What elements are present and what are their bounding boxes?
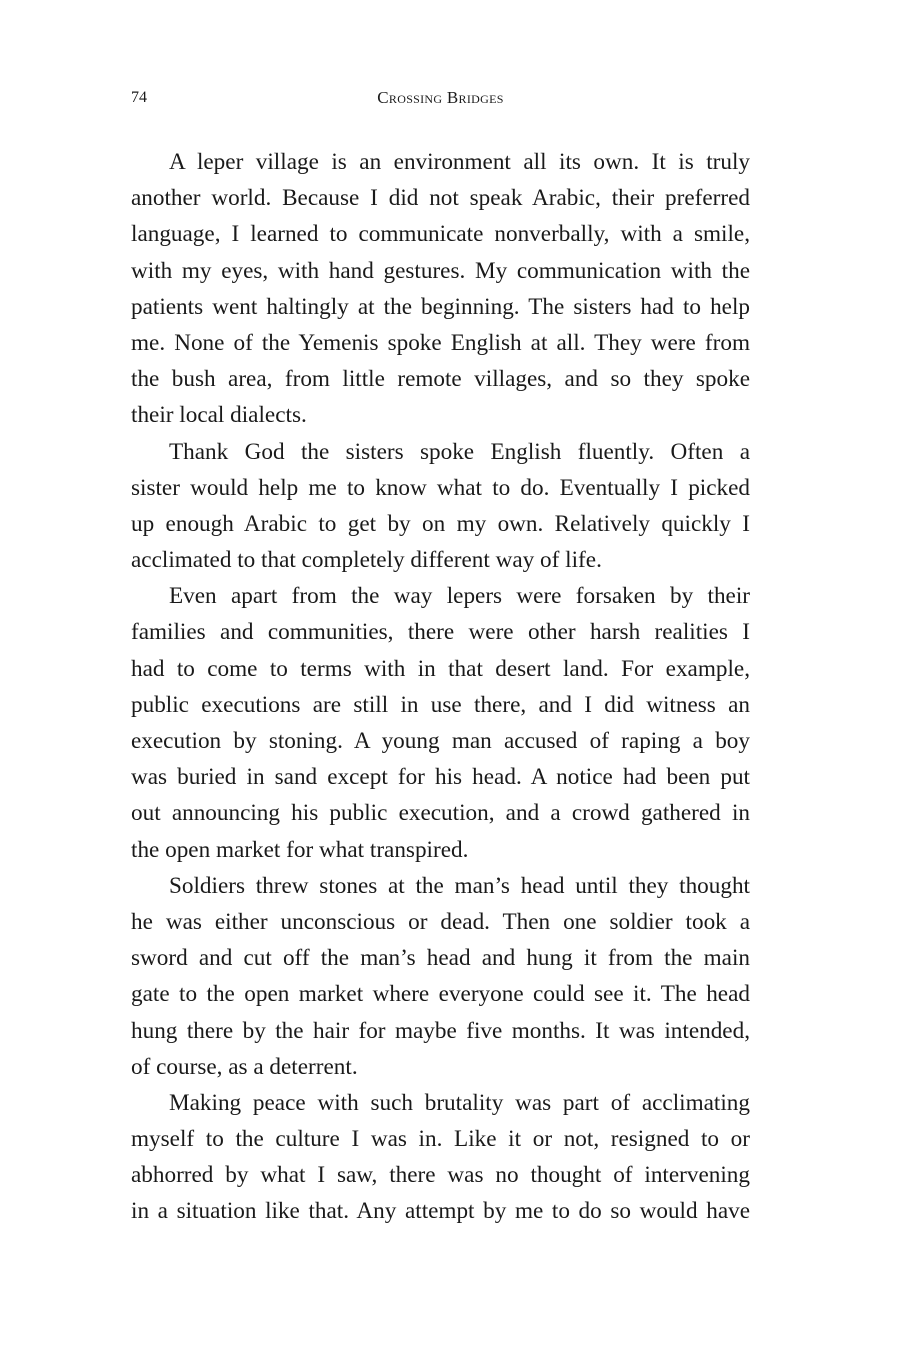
text-line: myself to the culture I was in. Like it or not, resigned to or [131, 1126, 750, 1153]
paragraph [131, 434, 750, 579]
text-line: gate to the open market where everyone could see it. The head [131, 981, 750, 1008]
text-line: of course, as a deterrent. [131, 1053, 358, 1080]
text-line: the bush area, from little remote villages, and so they spoke [131, 366, 750, 393]
text-line: out announcing his public execution, and a crowd gathered in [131, 800, 750, 827]
paragraph [131, 868, 750, 1085]
text-line: Soldiers threw stones at the man’s head until they thought [169, 872, 750, 899]
book-title: Crossing Bridges [377, 88, 504, 107]
text-line: hung there by the hair for maybe five months. It was intended, [131, 1017, 750, 1044]
text-line: the open market for what transpired. [131, 836, 469, 863]
text-line: another world. Because I did not speak Arabic, their preferred [131, 185, 750, 212]
text-line: their local dialects. [131, 402, 307, 429]
text-line: had to come to terms with in that desert land. For example, [131, 655, 750, 682]
text-line: families and communities, there were other harsh realities I [131, 619, 750, 646]
text-line: sword and cut off the man’s head and hung it from the main [131, 945, 750, 972]
text-line: with my eyes, with hand gestures. My communication with the [131, 257, 750, 284]
text-line: Making peace with such brutality was part of acclimating [169, 1089, 750, 1116]
text-line: public executions are still in use there, and I did witness an [131, 691, 750, 718]
running-head [131, 86, 750, 110]
text-line: he was either unconscious or dead. Then one soldier took a [131, 908, 750, 935]
text-line: in a situation like that. Any attempt by me to do so would have [131, 1198, 750, 1225]
text-line: me. None of the Yemenis spoke English at all. They were from [131, 329, 750, 356]
paragraph [131, 578, 750, 868]
text-line: Even apart from the way lepers were forsaken by their [169, 583, 750, 610]
text-line: abhorred by what I saw, there was no thought of intervening [131, 1162, 750, 1189]
text-line: acclimated to that completely different way of life. [131, 547, 602, 574]
text-line: was buried in sand except for his head. A notice had been put [131, 764, 750, 791]
paragraph [131, 144, 750, 434]
text-line: execution by stoning. A young man accused of raping a boy [131, 728, 750, 754]
page-number: 74 [131, 89, 147, 106]
text-line: patients went haltingly at the beginning. The sisters had to help [131, 293, 750, 320]
paragraph [131, 1085, 750, 1230]
text-line: Thank God the sisters spoke English fluently. Often a [169, 438, 750, 465]
text-line: sister would help me to know what to do. Eventually I picked [131, 474, 750, 501]
body-text [131, 144, 750, 1230]
text-line: up enough Arabic to get by on my own. Relatively quickly I [131, 510, 750, 537]
text-line: language, I learned to communicate nonverbally, with a smile, [131, 221, 750, 248]
text-line: A leper village is an environment all its own. It is truly [169, 149, 750, 175]
